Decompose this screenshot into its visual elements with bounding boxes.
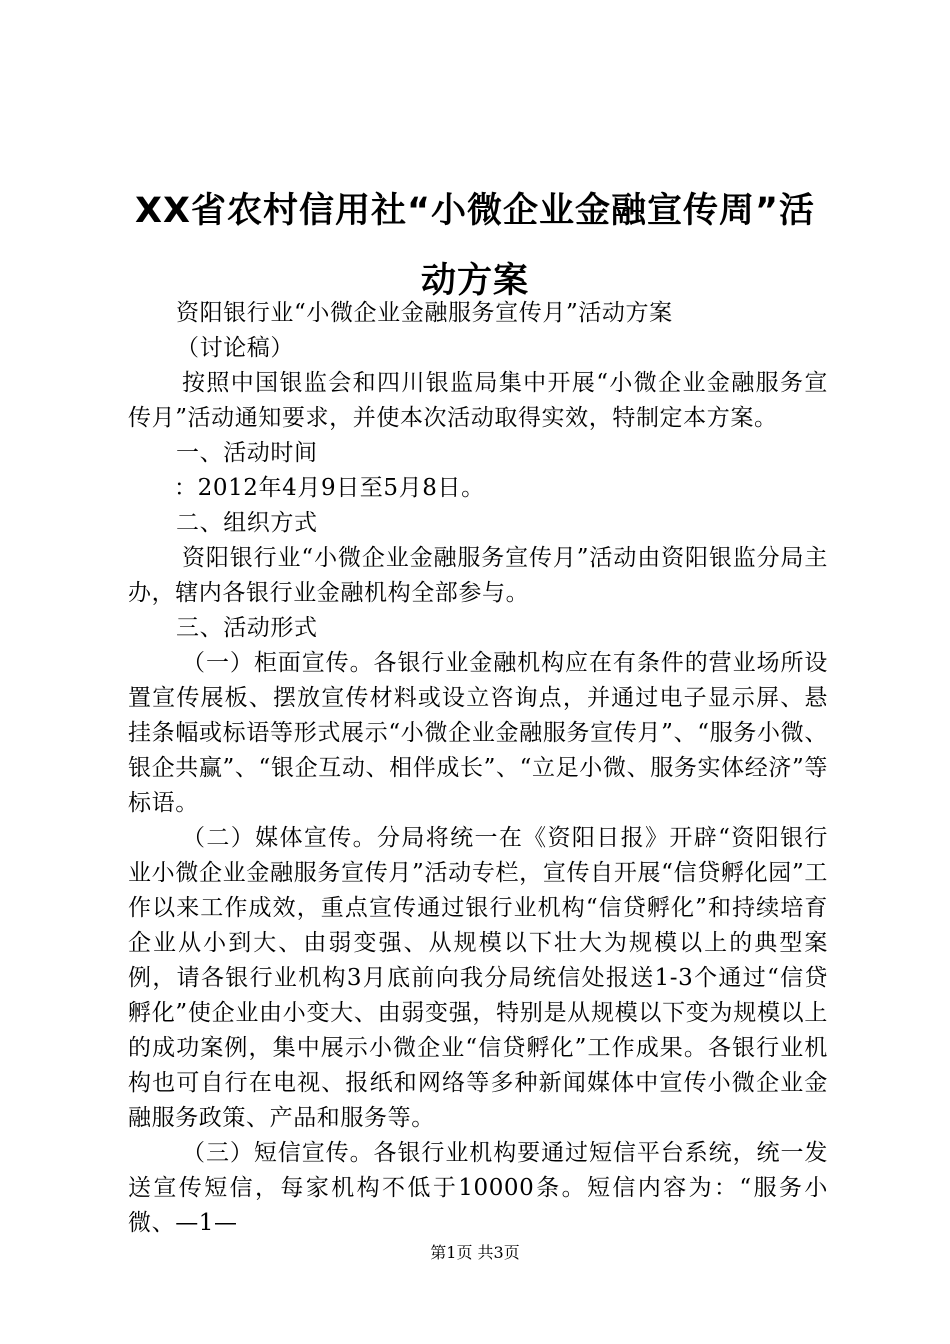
counter-promotion-paragraph: （一）柜面宣传。各银行业金融机构应在有条件的营业场所设置宣传展板、摆放宣传材料或设立咨询点，并通过电子显示屏、悬挂条幅或标语等形式展示“小微企业金融服务宣传月”、“服务小微、银企共赢”、“银企互动、相伴成长”、“立足小微、服务实体经济”等标语。 (128, 650, 828, 816)
document-body (128, 296, 828, 1241)
section-heading-organization: 二、组织方式 (176, 510, 318, 536)
page-number: 第1页 共3页 (430, 1243, 520, 1262)
subtitle-line: 资阳银行业“小微企业金融服务宣传月”活动方案 (176, 300, 673, 326)
document-title: XX省农村信用社“小微企业金融宣传周”活动方案 (135, 191, 815, 301)
section-heading-time: 一、活动时间 (176, 440, 318, 466)
sms-promotion-paragraph: （三）短信宣传。各银行业机构要通过短信平台系统，统一发送宣传短信，每家机构不低于10000条。短信内容为：“服务小微、—1— (128, 1140, 828, 1236)
media-promotion-paragraph: （二）媒体宣传。分局将统一在《资阳日报》开辟“资阳银行业小微企业金融服务宣传月”活动专栏，宣传自开展“信贷孵化园”工作以来工作成效，重点宣传通过银行业机构“信贷孵化”和持续培育企业从小到大、由弱变强、从规模以下壮大为规模以上的典型案例，请各银行业机构3月底前向我分局统信处报送1-3个通过“信贷孵化”使企业由小变大、由弱变强，特别是从规模以下变为规模以上的成功案例，集中展示小微企业“信贷孵化”工作成果。各银行业机构也可自行在电视、报纸和网络等多种新闻媒体中宣传小微企业金融服务政策、产品和服务等。 (128, 825, 828, 1131)
organization-paragraph: 资阳银行业“小微企业金融服务宣传月”活动由资阳银监分局主办，辖内各银行业金融机构全部参与。 (128, 545, 828, 606)
activity-date: ：2012年4月9日至5月8日。 (174, 475, 485, 501)
section-heading-form: 三、活动形式 (176, 615, 318, 641)
draft-note: （讨论稿） (176, 335, 294, 361)
intro-paragraph: 按照中国银监会和四川银监局集中开展“小微企业金融服务宣传月”活动通知要求，并使本次活动取得实效，特制定本方案。 (128, 370, 828, 431)
